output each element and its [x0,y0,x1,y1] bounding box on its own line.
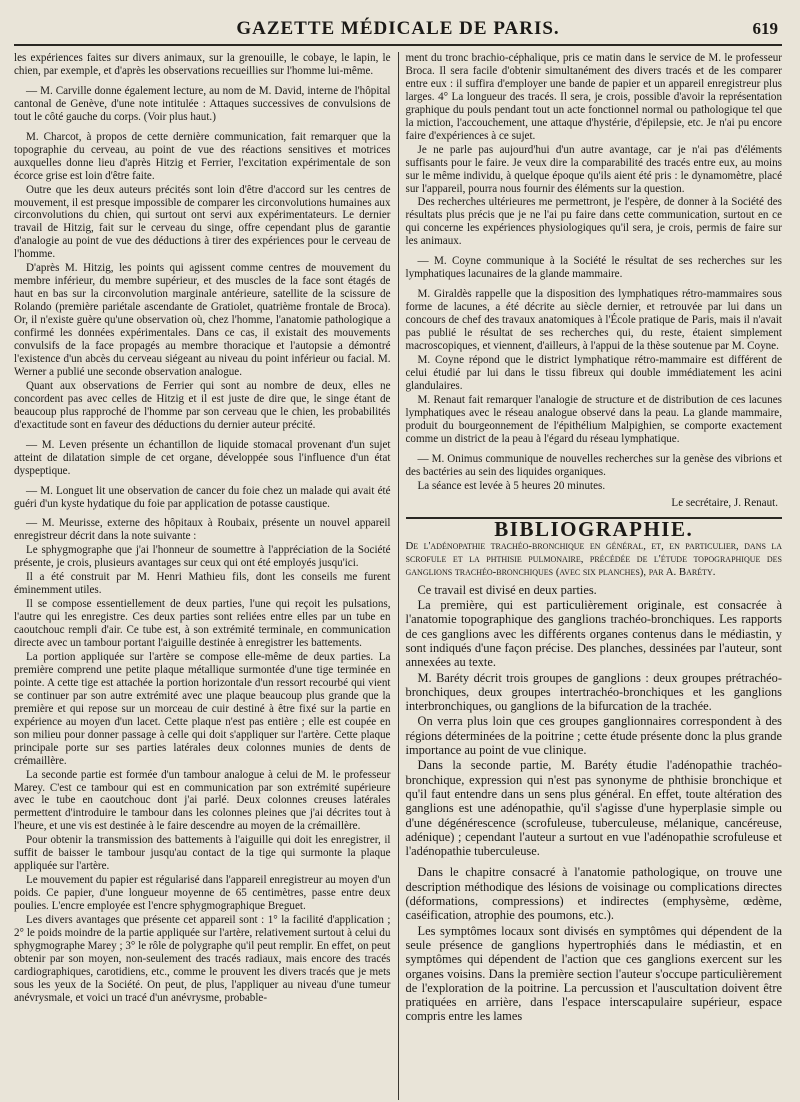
paragraph: Des recherches ultérieures me permettront, je l'espère, de donner à la Société des résultats plus précis que je ne l'ai pu faire dans cette communication, surtout en ce qui concerne les expériences physiologiques qu'il sera, je crois, permis de faire sur les animaux. [405,196,782,248]
paragraph: Le sphygmographe que j'ai l'honneur de soumettre à l'appréciation de la Société présente, je crois, plusieurs avantages sur ceux qui ont été employés jusqu'ici. [14,544,391,570]
bibliography-paragraph: Dans le chapitre consacré à l'anatomie pathologique, on trouve une description méthodique des lésions de voisinage ou complications directes (déformations, compressions) et indirectes (emphysème, œdème, caséification, atrophie des poumons, etc.). [405,865,782,923]
paragraph: La seconde partie est formée d'un tambour analogue à celui de M. le professeur Marey. C'est ce tambour qui est en communication par son extrémité supérieure avec le tube en caoutchouc dont j'ai parlé. Deux colonnes creuses latérales permettent d'introduire le tambour dans les colonnes pleines que j'ai décrites tout à l'heure, et une vis est destinée à le faire descendre au moyen de la crémaillère. [14,768,391,833]
paragraph: D'après M. Hitzig, les points qui agissent comme centres de mouvement du membre inférieur, du membre supérieur, et des muscles de la face sont étagés de haut en bas sur la circonvolution marginale antérieure, satellite de la scissure de Rolando (première pariétale ascendante de Gratiolet, quatrième frontale de Broca). Or, il n'existe guère qu'une observation où, chez l'homme, l'anatomie pathologique a confirmé les données expérimentales. Dans ce cas, il existait des mouvements convulsifs de la face propagés au membre thoracique et l'autopsie a démontré l'existence d'un abcès du cerveau siégeant au niveau du point inférieur ou facial. M. Werner a publié une seconde observation analogue. [14,262,391,378]
paragraph: Le mouvement du papier est régularisé dans l'appareil enregistreur au moyen d'un poids. Ce papier, d'une longueur moyenne de 65 centimètres, passe entre deux poulies. L'encre employée est l'encre sphygmographique Breguet. [14,874,391,913]
paragraph: Il se compose essentiellement de deux parties, l'une qui reçoit les pulsations, l'autre qui les enregistre. Ces deux parties sont reliées entre elles par un tube en caoutchouc rempli d'air. Ce tube est, à son extrémité terminale, en communication directe avec un tambour portant l'aiguille destinée à enregistrer les battements. [14,598,391,650]
paragraph: La portion appliquée sur l'artère se compose elle-même de deux parties. La première comprend une petite plaque métallique surmontée d'une tige terminée en pointe. A cette tige est attachée la portion horizontale d'un ressort recourbé qui vient se continuer par son autre extrémité avec une plaque beaucoup plus grande que la première et qui repose sur un morceau de cuir destiné à être fixé sur la partie en expérience au moyen d'un lacet. Cette plaque n'est pas entière ; elle est coupée en son milieu pour donner passage à celle qui doit s'appliquer sur l'artère. Cette plaque principale porte sur ses parties latérales deux colonnes munies de dents de crémaillère. [14,650,391,767]
bibliography-paragraph: Dans la seconde partie, M. Baréty étudie l'adénopathie trachéo-bronchique, expression qui n'est pas synonyme de phthisie bronchique et qu'il faut entendre dans un sens plus général. En effet, toute altération des ganglions est une adénopathie, qu'il s'agisse d'une hyperplasie simple ou d'une dégénérescence (scrofuleuse, tuberculeuse, mélanique, cancéreuse, adénique) ; cependant l'auteur a surtout en vue l'adénopathie scrofuleuse et l'adénopathie tuberculeuse. [405,758,782,859]
bibliography-paragraph: La première, qui est particulièrement originale, est consacrée à l'anatomie topographique des ganglions trachéo-bronchiques. Les rapports de ces ganglions avec les différents organes contenus dans le médiastin, y sont indiqués d'une façon précise. Des planches, dessinées par l'auteur, sont annexées au texte. [405,598,782,670]
bibliography-book-title: De l'adénopathie trachéo-bronchique en général, et, en particulier, dans la scrofule et la phthisie pulmonaire, précédée de l'étude topographique des ganglions trachéo-bronchiques (avec six planches), par A. Baréty. [405,540,782,578]
paragraph: — M. Coyne communique à la Société le résultat de ses recherches sur les lymphatiques lacunaires de la glande mammaire. [405,255,782,281]
paragraph: — M. Longuet lit une observation de cancer du foie chez un malade qui avait été guéri d'un kyste hydatique du foie par application de potasse caustique. [14,484,391,510]
bibliography-paragraph: On verra plus loin que ces groupes ganglionnaires correspondent à des régions déterminées de la poitrine ; cette étude présente donc la plus grande importance au point de vue clinique. [405,714,782,758]
paragraph: Les divers avantages que présente cet appareil sont : 1° la facilité d'application ; 2° le poids moindre de la partie appliquée sur l'artère, relativement surtout à celui du sphygmographe Marey ; 3° le rôle de polygraphe qu'il peut remplir. En effet, on peut obtenir par son moyen, non-seulement des tracés radiaux, mais encore des tracés cardiographiques, carotidiens, etc., comme le prouvent les divers tracés que je mets sous les yeux de la Société. On peut, de plus, l'appliquer au niveau d'une tumeur anévrysmale, et voici un tracé d'un anévrysme, probable- [14,914,391,1004]
society-report-continuation [406,52,783,493]
secretary-signature: Le secrétaire, J. Renaut. [671,496,778,509]
paragraph: Il a été construit par M. Henri Mathieu fils, dont les conseils me furent éminemment utiles. [14,571,391,597]
paragraph: — M. Meurisse, externe des hôpitaux à Roubaix, présente un nouvel appareil enregistreur décrit dans la note suivante : [14,517,391,543]
left-column [14,52,399,1100]
right-column [399,52,783,1100]
paragraph: La séance est levée à 5 heures 20 minutes. [417,479,606,492]
paragraph: ment du tronc brachio-céphalique, pris ce matin dans le service de M. le professeur Broca. Il sera facile d'obtenir simultanément des divers tracés et de les comparer entre eux : il suffira d'employer une bande de papier et un appareil enregistreur plus larges. 4° La longueur des tracés. Il sera, je crois, possible d'avoir la représentation graphique du pouls pendant tout un acte fonctionnel normal ou pathologique tel que la miction, l'accouchement, une attaque d'hystérie, d'épilepsie, etc. Je n'ai pu encore faire d'expériences à ce sujet. [405,52,782,142]
paragraph: les expériences faites sur divers animaux, sur la grenouille, le cobaye, le lapin, le chien, par exemple, et d'après les observations recueillies sur l'homme lui-même. [14,52,391,77]
paragraph: Je ne parle pas aujourd'hui d'un autre avantage, car je n'ai pas d'éléments suffisants pour le faire. Je veux dire la comparabilité des tracés entre eux, au moins sur le même individu, à quelque époque qu'ils aient été pris : le dynamomètre, placé sur l'appareil, pourra nous fournir des éléments sur la question. [405,143,782,195]
paragraph: M. Coyne répond que le district lymphatique rétro-mammaire est différent de celui étudié par lui dans le tissu fibreux qui double immédiatement les acini glandulaires. [405,353,782,392]
bibliography-body [406,583,783,1024]
page-number: 619 [752,19,778,38]
paragraph: Outre que les deux auteurs précités sont loin d'être d'accord sur les centres de mouvement, il est presque impossible de comparer les circonvolutions humaines aux circonvolutions du chien, qui surtout ont servi aux expérimentateurs. Le dernier travail de Hitzig, fait sur le cerveau du singe, offre cependant plus de garantie d'analogie au point de vue des déductions à tirer des expériences pour le cerveau de l'homme. [14,183,391,261]
paragraph: M. Charcot, à propos de cette dernière communication, fait remarquer que la topographie du cerveau, au point de vue des réactions sensitives et motrices auxquelles donne lieu d'après Hitzig et Ferrier, l'excitation expérimentale de son écorce grise est loin d'être faite. [14,130,391,182]
bibliography-paragraph: M. Baréty décrit trois groupes de ganglions : deux groupes prétrachéo-bronchiques, deux groupes intertrachéo-bronchiques et les ganglions interbronchiques, ou ganglions de la bifurcation de la trachée. [405,670,782,714]
paragraph: — M. Carville donne également lecture, au nom de M. David, interne de l'hôpital cantonal de Genève, d'une note intitulée : Attaques successives de convulsions de tout le côté gauche du corps. (Voir plus haut.) [14,84,391,123]
paragraph: Pour obtenir la transmission des battements à l'aiguille qui doit les enregistrer, il suffit de baisser le tambour jusqu'au contact de la tige qui surmonte la plaque appliquée sur l'artère. [14,834,391,873]
bibliography-paragraph: Les symptômes locaux sont divisés en symptômes qui dépendent de la seule présence de ganglions hypertrophiés dans le médiastin, et en symptômes qui dépendent de l'action que ces ganglions exercent sur les organes voisins. Dans la première section l'auteur s'occupe particulièrement de l'exploration de la poitrine. La percussion et l'auscultation doivent être pratiquées en arrière, dans l'espace interscapulaire supérieur, espace compris entre les lames [405,923,782,1024]
journal-title: GAZETTE MÉDICALE DE PARIS. [236,18,560,39]
paragraph: — M. Onimus communique de nouvelles recherches sur la genèse des vibrions et des bactéries au sein des liquides organiques. [405,452,782,478]
bibliography-paragraph: Ce travail est divisé en deux parties. [417,582,597,597]
paragraph: Quant aux observations de Ferrier qui sont au nombre de deux, elles ne concordent pas avec celles de Hitzig et il est juste de dire que, le singe étant de beaucoup plus rapproché de l'homme par son cerveau que le chien, les probabilités d'exactitude sont en faveur des déductions du dernier auteur précité. [14,379,391,431]
paragraph: — M. Leven présente un échantillon de liquide stomacal provenant d'un sujet atteint de dilatation simple de cet organe, développée sous l'influence d'un état dyspeptique. [14,438,391,477]
paragraph: M. Renaut fait remarquer l'analogie de structure et de distribution de ces lacunes lymphatiques avec le réseau analogue observé dans la peau. La glande mammaire, produit du bourgeonnement de l'épithélium Malpighien, se comporte exactement comme un district de la peau à l'égard du réseau lymphatique. [405,393,782,445]
bibliography-heading: BIBLIOGRAPHIE. [406,517,783,536]
text-columns [14,52,782,1100]
paragraph: M. Giraldès rappelle que la disposition des lymphatiques rétro-mammaires sous forme de lacunes, a été décrite au siècle dernier, et retrouvée par lui dans un concours de chef des travaux anatomiques à l'École pratique de Paris, mais il n'avait pas publié le résultat de ses recherches qui, du reste, étaient simplement macroscopiques, et viennent, d'ailleurs, à l'appui de la thèse soutenue par M. Coyne. [405,288,782,353]
page-header [14,8,782,46]
